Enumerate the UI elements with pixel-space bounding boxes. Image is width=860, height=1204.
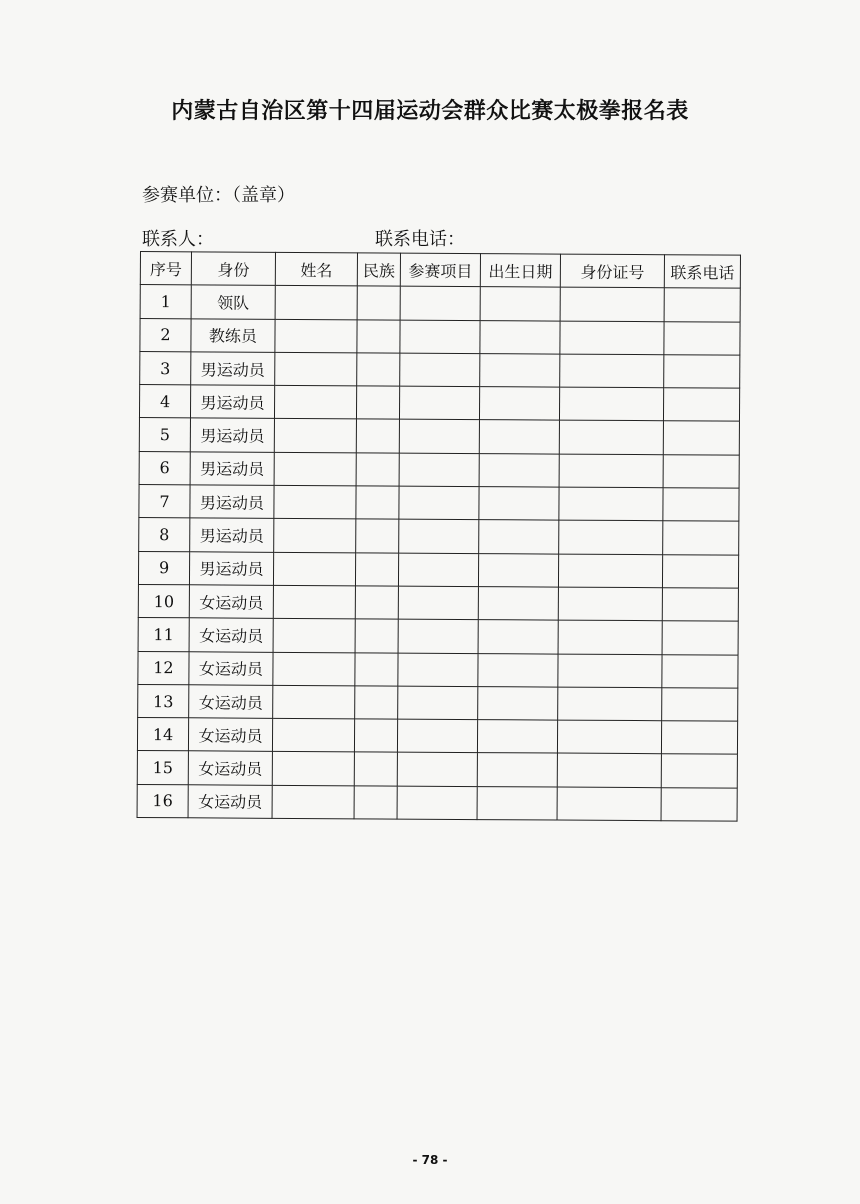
row-event-cell[interactable]	[399, 453, 479, 487]
row-role-cell: 男运动员	[190, 385, 274, 419]
row-name-cell[interactable]	[275, 319, 357, 353]
row-ethnicity-cell[interactable]	[355, 586, 398, 620]
row-role-cell: 教练员	[191, 318, 275, 352]
row-ethnicity-cell[interactable]	[357, 286, 400, 320]
row-birthdate-cell[interactable]	[478, 686, 558, 720]
row-phone-cell[interactable]	[663, 521, 739, 555]
row-birthdate-cell[interactable]	[478, 587, 558, 621]
row-name-cell[interactable]	[274, 386, 356, 420]
column-header-phone: 联系电话	[664, 255, 740, 289]
row-name-cell[interactable]	[274, 419, 356, 453]
row-role-cell: 男运动员	[190, 418, 274, 452]
participating-unit-label: 参赛单位：（盖章）	[142, 185, 295, 206]
row-birthdate-cell[interactable]	[479, 387, 559, 421]
row-birthdate-cell[interactable]	[479, 420, 559, 454]
row-phone-cell[interactable]	[663, 421, 739, 455]
table-row	[138, 584, 738, 621]
row-event-cell[interactable]	[400, 286, 480, 320]
row-ethnicity-cell[interactable]	[356, 419, 399, 453]
column-header-name: 姓名	[275, 252, 357, 286]
row-birthdate-cell[interactable]	[480, 353, 560, 387]
row-ethnicity-cell[interactable]	[354, 719, 397, 753]
row-role-cell: 女运动员	[188, 751, 272, 785]
row-name-cell[interactable]	[273, 619, 355, 653]
row-id-number-cell[interactable]	[558, 554, 662, 588]
row-number-cell: 5	[139, 418, 190, 452]
row-role-cell: 女运动员	[188, 785, 272, 819]
row-id-number-cell[interactable]	[559, 487, 663, 521]
table-row	[138, 618, 738, 655]
row-phone-cell[interactable]	[664, 355, 740, 389]
table-row	[139, 418, 739, 455]
row-ethnicity-cell[interactable]	[355, 652, 398, 686]
row-name-cell[interactable]	[274, 452, 356, 486]
row-number-cell: 11	[138, 618, 189, 652]
row-birthdate-cell[interactable]	[478, 653, 558, 687]
column-header-event: 参赛项目	[400, 253, 480, 287]
row-birthdate-cell[interactable]	[478, 620, 558, 654]
page-number: - 78 -	[412, 1153, 448, 1167]
row-phone-cell[interactable]	[663, 488, 739, 522]
row-birthdate-cell[interactable]	[477, 786, 557, 820]
table-row	[138, 684, 738, 721]
row-role-cell: 男运动员	[191, 352, 275, 386]
row-role-cell: 领队	[191, 285, 275, 319]
row-id-number-cell[interactable]	[557, 720, 661, 754]
row-event-cell[interactable]	[398, 586, 478, 620]
table-header-row	[140, 252, 740, 289]
row-number-cell: 12	[138, 651, 189, 685]
row-role-cell: 女运动员	[188, 718, 272, 752]
row-role-cell: 女运动员	[189, 618, 273, 652]
contact-phone-label: 联系电话：	[375, 229, 465, 250]
row-id-number-cell[interactable]	[559, 421, 663, 455]
row-number-cell: 6	[139, 451, 190, 485]
row-role-cell: 女运动员	[189, 685, 273, 719]
row-event-cell[interactable]	[399, 519, 479, 553]
table-row	[139, 385, 739, 422]
row-event-cell[interactable]	[397, 719, 477, 753]
row-phone-cell[interactable]	[662, 688, 738, 722]
row-number-cell: 3	[140, 351, 191, 385]
row-ethnicity-cell[interactable]	[356, 519, 399, 553]
row-number-cell: 13	[138, 684, 189, 718]
table-row	[137, 718, 737, 755]
row-name-cell[interactable]	[272, 785, 354, 819]
row-event-cell[interactable]	[398, 653, 478, 687]
row-id-number-cell[interactable]	[558, 587, 662, 621]
row-phone-cell[interactable]	[662, 621, 738, 655]
row-event-cell[interactable]	[398, 686, 478, 720]
row-id-number-cell[interactable]	[558, 654, 662, 688]
row-birthdate-cell[interactable]	[480, 320, 560, 354]
row-number-cell: 10	[138, 584, 189, 618]
row-id-number-cell[interactable]	[557, 787, 661, 821]
column-header-birthdate: 出生日期	[480, 254, 560, 288]
row-name-cell[interactable]	[275, 286, 357, 320]
row-event-cell[interactable]	[397, 753, 477, 787]
row-event-cell[interactable]	[398, 619, 478, 653]
row-name-cell[interactable]	[273, 652, 355, 686]
table-row	[138, 551, 738, 588]
row-phone-cell[interactable]	[661, 787, 737, 821]
registration-table	[137, 251, 741, 822]
row-ethnicity-cell[interactable]	[357, 319, 400, 353]
row-role-cell: 男运动员	[190, 518, 274, 552]
column-header-no: 序号	[140, 252, 191, 286]
row-phone-cell[interactable]	[664, 288, 740, 322]
row-role-cell: 男运动员	[189, 551, 273, 585]
row-name-cell[interactable]	[274, 485, 356, 519]
row-name-cell[interactable]	[272, 718, 354, 752]
row-role-cell: 男运动员	[190, 452, 274, 486]
table-row	[140, 285, 740, 322]
row-birthdate-cell[interactable]	[477, 753, 557, 787]
row-number-cell: 9	[138, 551, 189, 585]
table-row	[139, 485, 739, 522]
row-number-cell: 14	[137, 718, 188, 752]
row-ethnicity-cell[interactable]	[354, 752, 397, 786]
row-event-cell[interactable]	[399, 420, 479, 454]
row-ethnicity-cell[interactable]	[356, 386, 399, 420]
row-ethnicity-cell[interactable]	[355, 552, 398, 586]
row-number-cell: 16	[137, 784, 188, 818]
row-birthdate-cell[interactable]	[478, 553, 558, 587]
row-role-cell: 女运动员	[189, 651, 273, 685]
row-birthdate-cell[interactable]	[477, 720, 557, 754]
row-number-cell: 1	[140, 285, 191, 319]
row-birthdate-cell[interactable]	[479, 520, 559, 554]
row-id-number-cell[interactable]	[558, 687, 662, 721]
row-event-cell[interactable]	[400, 320, 480, 354]
row-birthdate-cell[interactable]	[480, 287, 560, 321]
row-number-cell: 7	[139, 485, 190, 519]
row-phone-cell[interactable]	[664, 321, 740, 355]
row-phone-cell[interactable]	[663, 454, 739, 488]
row-ethnicity-cell[interactable]	[354, 786, 397, 820]
row-phone-cell[interactable]	[662, 554, 738, 588]
row-number-cell: 15	[137, 751, 188, 785]
table-row	[140, 351, 740, 388]
row-birthdate-cell[interactable]	[479, 487, 559, 521]
row-id-number-cell[interactable]	[557, 754, 661, 788]
row-birthdate-cell[interactable]	[479, 453, 559, 487]
row-role-cell: 女运动员	[189, 585, 273, 619]
row-name-cell[interactable]	[273, 685, 355, 719]
row-event-cell[interactable]	[399, 486, 479, 520]
column-header-id-number: 身份证号	[560, 254, 664, 288]
row-name-cell[interactable]	[274, 519, 356, 553]
row-phone-cell[interactable]	[661, 754, 737, 788]
page-title: 内蒙古自治区第十四届运动会群众比赛太极拳报名表	[171, 99, 689, 124]
table-row	[137, 751, 737, 788]
row-number-cell: 8	[139, 518, 190, 552]
row-phone-cell[interactable]	[662, 588, 738, 622]
row-id-number-cell[interactable]	[559, 520, 663, 554]
row-id-number-cell[interactable]	[559, 454, 663, 488]
row-role-cell: 男运动员	[190, 485, 274, 519]
table-row	[138, 651, 738, 688]
row-event-cell[interactable]	[399, 386, 479, 420]
row-event-cell[interactable]	[400, 353, 480, 387]
row-id-number-cell[interactable]	[560, 354, 664, 388]
row-ethnicity-cell[interactable]	[356, 453, 399, 487]
row-id-number-cell[interactable]	[558, 620, 662, 654]
row-ethnicity-cell[interactable]	[355, 619, 398, 653]
row-phone-cell[interactable]	[661, 721, 737, 755]
row-id-number-cell[interactable]	[560, 287, 664, 321]
row-event-cell[interactable]	[398, 553, 478, 587]
table-row	[137, 784, 737, 821]
row-ethnicity-cell[interactable]	[356, 486, 399, 520]
column-header-role: 身份	[191, 252, 275, 286]
row-ethnicity-cell[interactable]	[355, 686, 398, 720]
table-row	[140, 318, 740, 355]
row-ethnicity-cell[interactable]	[357, 353, 400, 387]
column-header-ethnicity: 民族	[357, 253, 400, 287]
row-name-cell[interactable]	[273, 552, 355, 586]
contact-person-label: 联系人：	[142, 229, 214, 250]
row-event-cell[interactable]	[397, 786, 477, 820]
table-row	[139, 518, 739, 555]
table-row	[139, 451, 739, 488]
row-name-cell[interactable]	[275, 352, 357, 386]
row-phone-cell[interactable]	[663, 388, 739, 422]
row-id-number-cell[interactable]	[559, 387, 663, 421]
row-number-cell: 4	[139, 385, 190, 419]
row-number-cell: 2	[140, 318, 191, 352]
row-phone-cell[interactable]	[662, 654, 738, 688]
row-name-cell[interactable]	[273, 585, 355, 619]
row-id-number-cell[interactable]	[560, 321, 664, 355]
row-name-cell[interactable]	[272, 752, 354, 786]
